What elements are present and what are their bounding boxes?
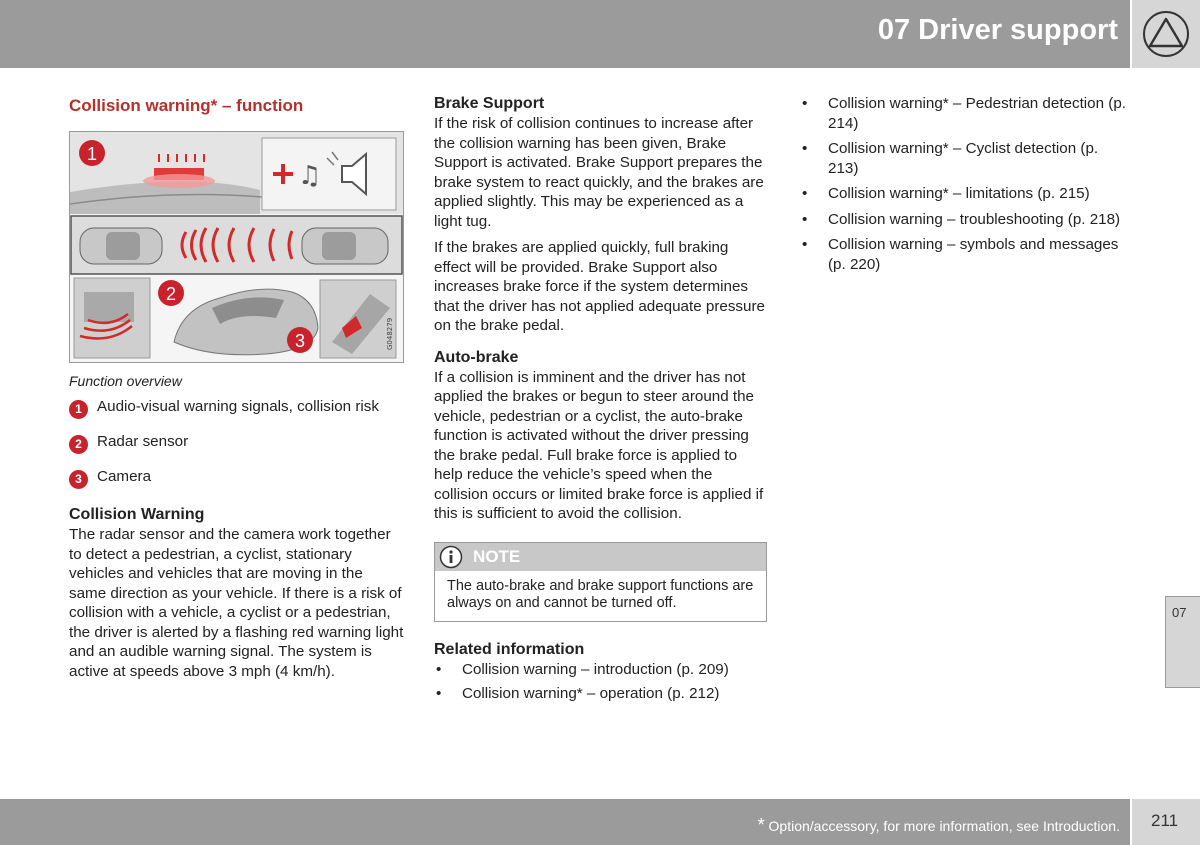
note-box	[434, 542, 767, 622]
related-link-text[interactable]: Collision warning* – Pedestrian detection (p. 214)	[828, 95, 1127, 132]
function-overview-illustration	[70, 132, 403, 362]
note-text: The auto-brake and brake support functions are always on and cannot be turned off.	[447, 577, 754, 611]
related-link-text[interactable]: Collision warning – introduction (p. 209)	[462, 660, 729, 678]
related-link[interactable]	[434, 660, 767, 680]
related-link-text[interactable]: Collision warning* – limitations (p. 215)	[828, 185, 1090, 202]
auto-brake-heading: Auto-brake	[434, 348, 519, 366]
related-link[interactable]	[800, 184, 1130, 204]
callout-1-number: 1	[86, 143, 98, 164]
legend-number-badge: 1	[69, 400, 88, 419]
related-link[interactable]	[800, 210, 1130, 230]
bullet: •	[802, 95, 808, 112]
footer-note-text: Option/accessory, for more information, see Introduction.	[768, 818, 1120, 834]
legend-text: Radar sensor	[97, 433, 189, 450]
footer-star: *	[757, 815, 765, 835]
bullet: •	[802, 140, 808, 157]
chapter-side-tab	[1165, 596, 1200, 688]
function-overview-figure	[69, 131, 404, 363]
page-number-box	[1132, 799, 1200, 845]
svg-text:♫: ♫	[298, 160, 322, 191]
related-link-text[interactable]: Collision warning – symbols and messages (p. 220)	[828, 236, 1119, 273]
page-number: 211	[1151, 811, 1179, 830]
related-link[interactable]	[800, 235, 1130, 274]
collision-warning-text: The radar sensor and the camera work together to detect a pedestrian, a cyclist, stationary vehicles and vehicles that are moving in the same direction as your vehicle. If there is a risk of collision with a vehicle, a cyclist or a pedestrian, the driver is alerted by a flashing red warning light and an audible warning signal. The system is active at speeds above 3 mph (4 km/h).	[69, 526, 404, 680]
auto-brake-text: If a collision is imminent and the driver has not applied the brakes or begun to steer around the vehicle, pedestrian or a cyclist, the auto-brake function is activated without the driver pressing the brake pedal. Full brake force is applied to help reduce the vehicle’s speed when the collision occurs or limited brake force is applied if this is sufficient to avoid the collision.	[434, 368, 764, 522]
related-link[interactable]	[800, 94, 1130, 133]
column-3	[800, 94, 1130, 280]
related-links-list	[434, 660, 767, 704]
callout-2	[158, 280, 184, 306]
header-bar	[0, 0, 1130, 68]
note-header	[435, 543, 766, 571]
brake-support-paragraph-2: If the brakes are applied quickly, full braking effect will be provided. Brake Support also increases brake force if the system determines that the driver has not applied adequate pressure on the brake pedal.	[434, 239, 765, 334]
footer-note	[758, 815, 1120, 836]
column-2	[434, 94, 767, 709]
bullet: •	[802, 210, 808, 228]
legend-item-1	[69, 397, 404, 419]
note-label: NOTE	[473, 546, 521, 566]
related-links-list-continued	[800, 94, 1130, 274]
related-link-text[interactable]: Collision warning* – Cyclist detection (p. 213)	[828, 140, 1099, 177]
chapter-icon-box	[1132, 0, 1200, 68]
legend-item-2	[69, 432, 404, 454]
bullet: •	[802, 185, 808, 202]
chapter-side-tab-label: 07	[1172, 605, 1187, 620]
callout-2-number: 2	[165, 283, 177, 304]
legend-text: Audio-visual warning signals, collision risk	[97, 398, 379, 415]
section-title: Collision warning* – function	[69, 96, 304, 115]
callout-3	[287, 327, 313, 353]
legend-number-badge: 3	[69, 470, 88, 489]
legend-number-badge: 2	[69, 435, 88, 454]
chapter-title: 07 Driver support	[877, 14, 1118, 46]
bullet: •	[436, 660, 442, 678]
image-code-label: G048279	[386, 317, 394, 350]
related-link-text[interactable]: Collision warning* – operation (p. 212)	[462, 685, 720, 702]
legend-text: Camera	[97, 468, 152, 485]
footer-bar	[0, 799, 1130, 845]
related-link[interactable]	[800, 139, 1130, 178]
bullet: •	[436, 685, 442, 702]
related-link[interactable]	[434, 684, 767, 704]
figure-caption: Function overview	[69, 372, 182, 389]
callout-1	[79, 140, 105, 166]
bullet: •	[802, 236, 808, 253]
info-icon	[439, 545, 463, 569]
legend-item-3	[69, 467, 404, 489]
related-link-text[interactable]: Collision warning – troubleshooting (p. 218)	[828, 210, 1121, 228]
brake-support-paragraph-1: If the risk of collision continues to increase after the collision warning has been given, Brake Support is activated. Brake Support prepares the brake system to react quickly, and the brakes are applied slightly. This may be experienced as a light tug.	[434, 115, 764, 230]
related-information-heading: Related information	[434, 640, 585, 658]
column-1	[69, 94, 404, 688]
callout-3-number: 3	[294, 330, 306, 351]
collision-warning-heading: Collision Warning	[69, 506, 205, 523]
warning-triangle-icon	[1142, 10, 1190, 58]
brake-support-heading: Brake Support	[434, 95, 545, 112]
